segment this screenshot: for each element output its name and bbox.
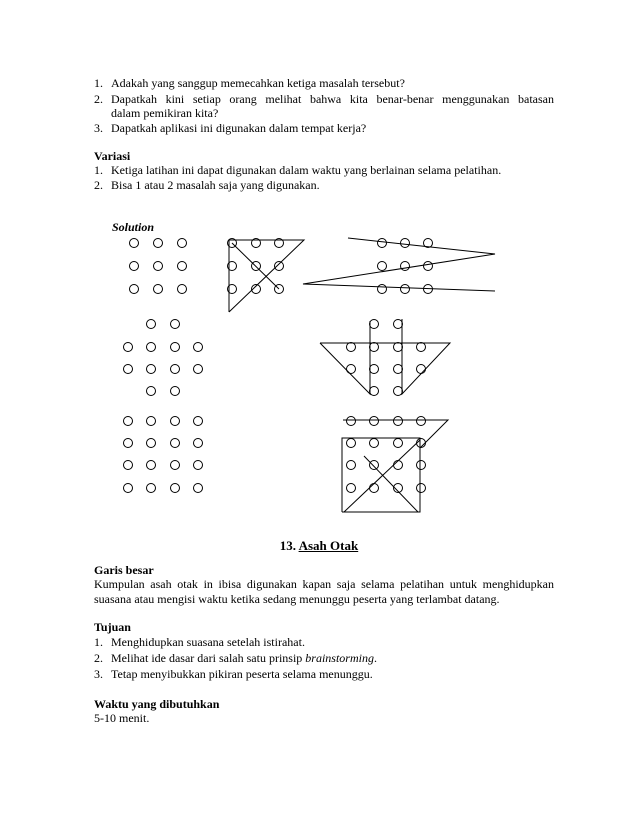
garis-besar-line-1: Kumpulan asah otak in ibisa digunakan kapan saja selama pelatihan untuk menghidupkan [94, 577, 554, 591]
tujuan-1-number: 1. [94, 635, 103, 649]
puzzle-1-dots [130, 239, 187, 294]
tujuan-1-text: Menghidupkan suasana setelah istirahat. [111, 635, 305, 649]
variasi-1-text: Ketiga latihan ini dapat digunakan dalam waktu yang berlainan selama pelatihan. [111, 163, 502, 177]
tujuan-2-emphasis: brainstorming [305, 651, 374, 665]
question-3-text: Dapatkah aplikasi ini digunakan dalam tempat kerja? [111, 121, 367, 135]
variasi-2-number: 2. [94, 178, 103, 192]
tujuan-2-number: 2. [94, 651, 103, 665]
waktu-value: 5-10 menit. [94, 711, 150, 725]
puzzle-2-dots [124, 320, 203, 396]
question-1-text: Adakah yang sanggup memecahkan ketiga masalah tersebut? [111, 76, 405, 90]
solution-label: Solution [112, 220, 155, 234]
section-number: 13. [279, 538, 297, 553]
variasi-heading: Variasi [94, 149, 131, 163]
puzzle-1-solution [228, 239, 305, 313]
question-2-text: Dapatkah kini setiap orang melihat bahwa kita benar-benar menggunakan batasan [111, 92, 554, 106]
variasi-2-text: Bisa 1 atau 2 masalah saja yang digunakan. [111, 178, 320, 192]
tujuan-3-number: 3. [94, 667, 103, 681]
tujuan-3-text: Tetap menyibukkan pikiran peserta selama menunggu. [111, 667, 373, 681]
tujuan-2-text [111, 651, 377, 665]
question-3-number: 3. [94, 121, 103, 135]
tujuan-2-pre: Melihat ide dasar dari salah satu prinsip [111, 651, 306, 665]
section-title-text: Asah Otak [298, 538, 359, 553]
waktu-heading: Waktu yang dibutuhkan [94, 697, 220, 711]
puzzle-3-dots [124, 417, 203, 493]
puzzle-2-solution [320, 319, 450, 396]
question-2-number: 2. [94, 92, 103, 106]
tujuan-2-post: . [373, 651, 377, 665]
puzzle-3-solution [342, 417, 448, 513]
question-2-continuation: dalam pemikiran kita? [111, 106, 219, 120]
puzzle-1-alt-solution [303, 238, 495, 294]
question-1-number: 1. [94, 76, 103, 90]
garis-besar-heading: Garis besar [94, 563, 154, 577]
garis-besar-line-2: suasana atau mengisi waktu ketika sedang menunggu peserta yang terlambat datang. [94, 592, 500, 606]
variasi-1-number: 1. [94, 163, 103, 177]
section-title [0, 538, 638, 554]
tujuan-heading: Tujuan [94, 620, 131, 634]
